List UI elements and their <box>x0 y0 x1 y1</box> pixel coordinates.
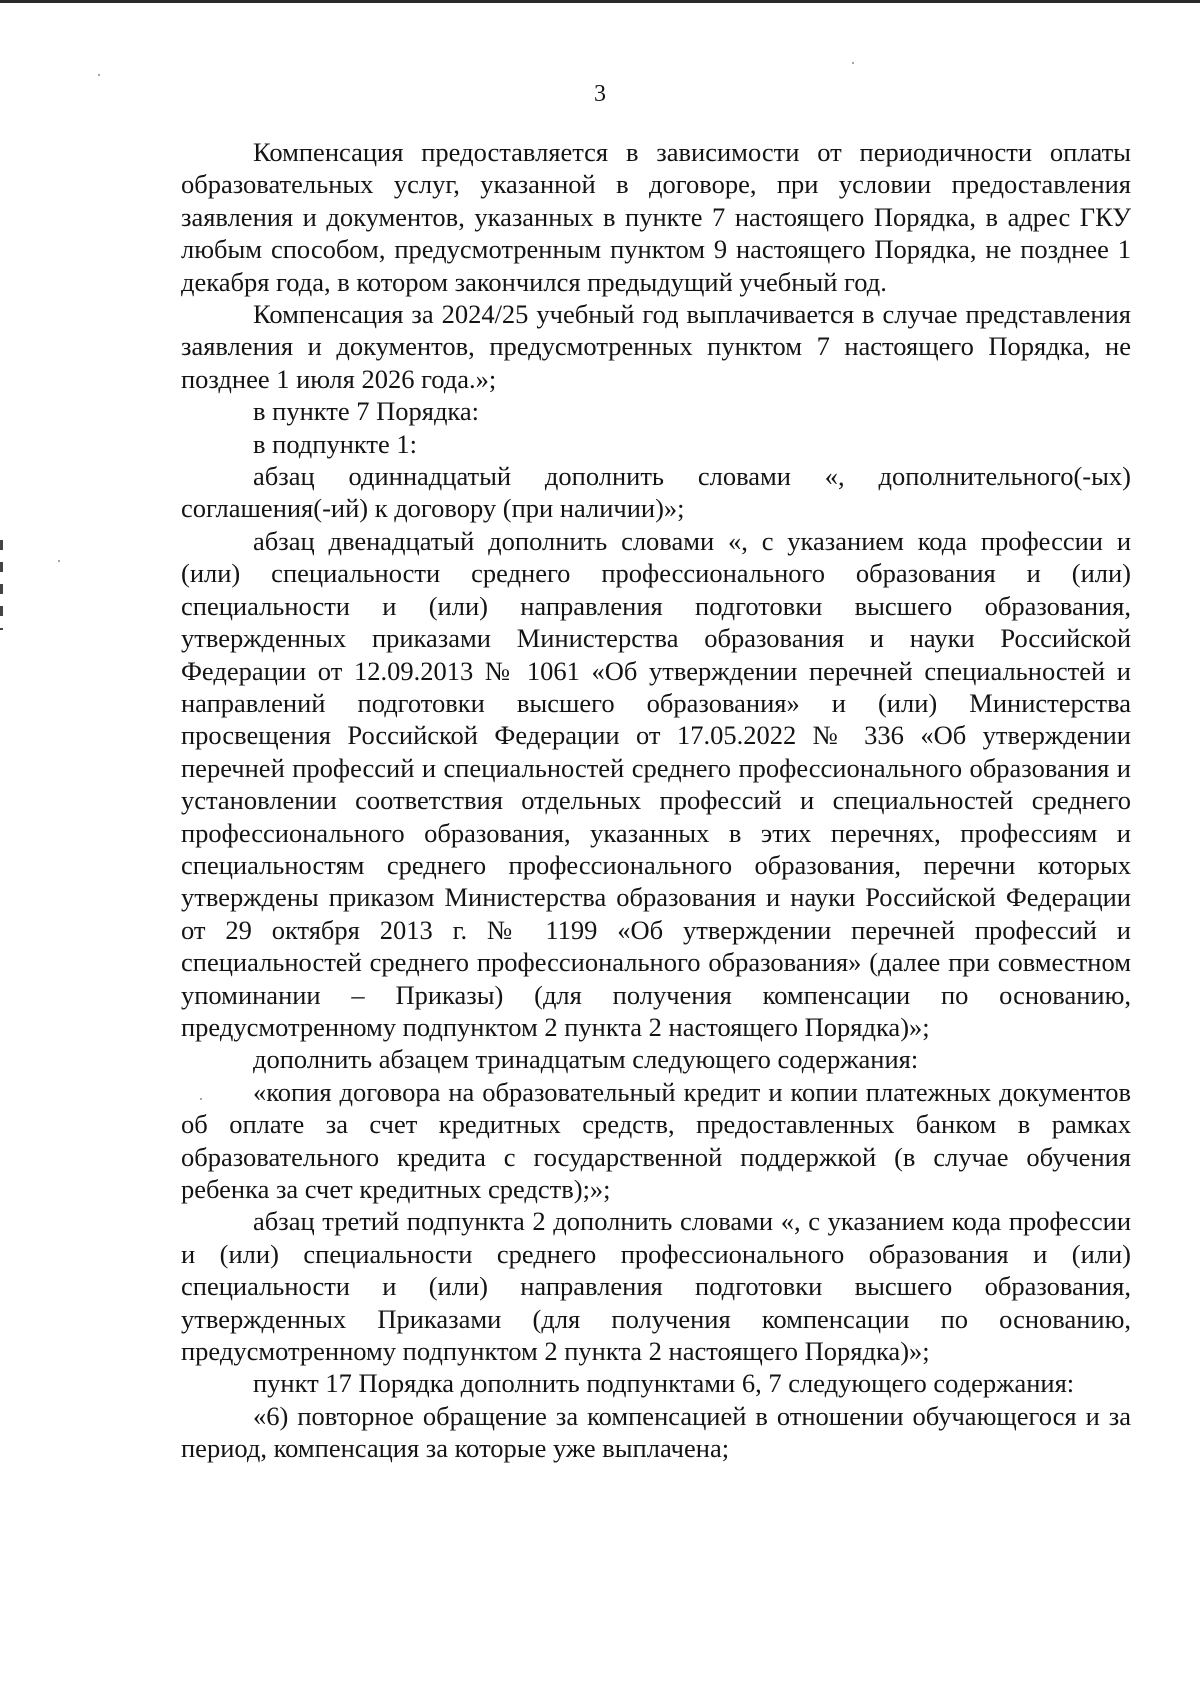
paragraph: абзац двенадцатый дополнить словами «, с указанием кода профессии и (или) специальности среднего профессионального образования и (или) специальности и (или) направления подготовки высшего образования, утвержденных приказами Министерства образования и науки Российской Федерации от 12.09.2013 № 1061 «Об утверждении перечней специальностей и направлений подготовки высшего образования» и (или) Министерства просвещения Российской Федерации от 17.05.2022 № 336 «Об утверждении перечней профессий и специальностей среднего профессионального образования и установлении соответствия отдельных профессий и специальностей среднего профессионального образования, указанных в этих перечнях, профессиям и специальностям среднего профессионального образования, перечни которых утверждены приказом Министерства образования и науки Российской Федерации от 29 октября 2013 г. № 1199 «Об утверждении перечней профессий и специальностей среднего профессионального образования» (далее при совместном упоминании – Приказы) (для получения компенсации по основанию, предусмотренному подпунктом 2 пункта 2 настоящего Порядка)»; <box>181 525 1131 1042</box>
paragraph: абзац третий подпункта 2 дополнить словами «, с указанием кода профессии и (или) специальности среднего профессионального образования и (или) специальности и (или) направления подготовки высшего образования, утвержденных Приказами (для получения компенсации по основанию, предусмотренному подпунктом 2 пункта 2 настоящего Порядка)»; <box>181 1206 1131 1367</box>
scan-speck <box>58 560 60 562</box>
document-body <box>181 136 1131 1465</box>
scan-speck <box>98 74 100 76</box>
paragraph: абзац одиннадцатый дополнить словами «, дополнительного(-ых) соглашения(-ий) к договору (при наличии)»; <box>181 461 1131 524</box>
scan-speck <box>852 62 854 64</box>
scan-edge-marks <box>0 540 3 630</box>
paragraph: в пункте 7 Порядка: <box>253 396 480 427</box>
paragraph: «копия договора на образовательный кредит и копии платежных документов об оплате за счет кредитных средств, предоставленных банком в рамках образовательного кредита с государственной поддержкой (в случае обучения ребенка за счет кредитных средств);»; <box>181 1076 1131 1204</box>
paragraph: в подпункте 1: <box>253 428 418 459</box>
scan-top-edge <box>0 0 1200 3</box>
paragraph: «6) повторное обращение за компенсацией в отношении обучающегося и за период, компенсация за которые уже выплачена; <box>181 1400 1131 1464</box>
paragraph: дополнить абзацем тринадцатым следующего содержания: <box>253 1044 919 1075</box>
paragraph: пункт 17 Порядка дополнить подпунктами 6, 7 следующего содержания: <box>253 1368 1075 1399</box>
paragraph: Компенсация за 2024/25 учебный год выплачивается в случае представления заявления и документов, предусмотренных пунктом 7 настоящего Порядка, не позднее 1 июля 2026 года.»; <box>181 299 1131 394</box>
paragraph: Компенсация предоставляется в зависимости от периодичности оплаты образовательных услуг, указанной в договоре, при условии предоставления заявления и документов, указанных в пункте 7 настоящего Порядка, в адрес ГКУ любым способом, предусмотренным пунктом 9 настоящего Порядка, не позднее 1 декабря года, в котором закончился предыдущий учебный год. <box>181 137 1131 297</box>
page-number: 3 <box>594 81 606 107</box>
